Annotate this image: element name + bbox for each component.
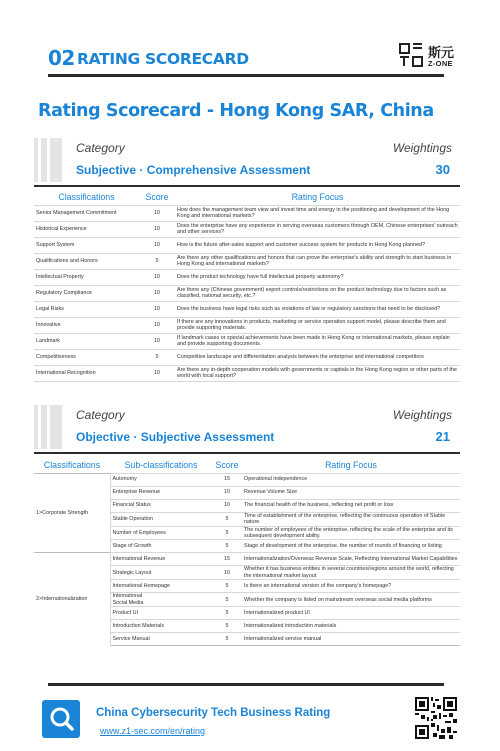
rating-focus-cell: Are there any (Chinese government) export controls/restrictions on the product technology due to factors such as classified, national security, etc.? (175, 285, 460, 301)
table-row (34, 365, 460, 381)
sub-classification-cell: Service Manual (110, 633, 212, 646)
table-row (34, 553, 460, 566)
classification-cell: 2>Internationalization (34, 553, 110, 646)
z-one-logo (398, 42, 462, 72)
rating-focus-cell: Are there any in-depth cooperation models with governments or capitals in the Hong Kong region or other parts of the world with local support? (175, 365, 460, 381)
classification-cell: Historical Experience (34, 221, 139, 237)
column-header: Classifications (58, 192, 115, 202)
rating-focus-cell: Competitive landscape and differentiation analysis between the enterprise and international competitors (175, 349, 460, 365)
sub-classification-cell: Introduction Materials (110, 620, 212, 633)
category-label: Category (76, 141, 125, 155)
sub-classification-cell: International Homepage (110, 580, 212, 593)
search-icon (42, 700, 80, 738)
header-rule (48, 74, 444, 77)
score-cell: 10 (139, 333, 175, 349)
rating-focus-cell: Are there any other qualifications and honors that can prove the enterprise's ability and strength to start business in Hong Kong and international markets? (175, 253, 460, 269)
classification-cell: Legal Risks (34, 301, 139, 317)
rating-focus-cell: How does the management team view and invest time and energy in the positioning and development of the Hong Kong and international markets? (175, 205, 460, 221)
score-cell: 5 (212, 593, 242, 607)
objective-section-header (34, 405, 460, 455)
table-row (34, 205, 460, 221)
score-cell: 10 (212, 499, 242, 512)
score-cell: 10 (139, 221, 175, 237)
table-row (34, 221, 460, 237)
rating-focus-cell: Revenue Volume Size (242, 486, 460, 499)
decorative-bars (34, 405, 64, 449)
subjective-section-header (34, 138, 460, 188)
section-title: RATING SCORECARD (77, 50, 249, 68)
classification-cell: Support System (34, 237, 139, 253)
sub-classification-cell: Product UI (110, 607, 212, 620)
classification-cell: International Recognition (34, 365, 139, 381)
rating-focus-cell: Whether it has business entities in several countries/regions around the world, reflecting the international market layout (242, 566, 460, 580)
logo-english-text: Z-ONE (428, 59, 453, 68)
classification-cell: Innovative (34, 317, 139, 333)
score-cell: 5 (212, 620, 242, 633)
rating-focus-cell: How is the future after-sales support and customer success system for products in Hong Kong planned? (175, 237, 460, 253)
table-header-row (34, 190, 460, 205)
section-name: Subjective · Comprehensive Assessment (76, 163, 311, 177)
classification-cell: Regulatory Compliance (34, 285, 139, 301)
weightings-label: Weightings (392, 141, 452, 155)
classification-cell: 1>Corporate Strength (34, 473, 110, 553)
sub-classification-cell: Number of Employees (110, 526, 212, 540)
score-cell: 5 (212, 540, 242, 553)
table-row (34, 349, 460, 365)
score-cell: 5 (212, 526, 242, 540)
footer-title: China Cybersecurity Tech Business Rating (96, 707, 331, 719)
rating-focus-cell: Is there an international version of the company's homepage? (242, 580, 460, 593)
logo-chinese-text: 斯元 (428, 45, 455, 60)
classification-cell: Intellectual Property (34, 269, 139, 285)
rating-focus-cell: The number of employees of the enterprise, reflecting the scale of the enterprise and its subsequent development ability. (242, 526, 460, 540)
qr-code-icon (415, 697, 457, 739)
classification-cell: Landmark (34, 333, 139, 349)
section-rule (34, 185, 460, 187)
table-row (34, 285, 460, 301)
category-label: Category (76, 408, 125, 422)
table-row (34, 253, 460, 269)
score-cell: 5 (212, 633, 242, 646)
rating-focus-cell: Time of establishment of the enterprise, reflecting the continuous operation of Stable nature (242, 512, 460, 526)
rating-focus-cell: Stage of development of the enterprise, the number of rounds of financing or listing (242, 540, 460, 553)
score-cell: 10 (139, 269, 175, 285)
table-row (34, 269, 460, 285)
section-number: 02 (48, 46, 75, 70)
score-cell: 10 (212, 486, 242, 499)
column-header: Sub-classifications (124, 460, 198, 470)
weightings-label: Weightings (392, 408, 452, 422)
sub-classification-cell: Autonomy (110, 473, 212, 486)
page-title: Rating Scorecard - Hong Kong SAR, China (38, 101, 434, 121)
sub-classification-cell: Enterprise Revenue (110, 486, 212, 499)
sub-classification-cell: International Revenue (110, 553, 212, 566)
rating-focus-cell: Internationalized product UI (242, 607, 460, 620)
score-cell: 10 (139, 301, 175, 317)
sub-classification-cell: Strategic Layout (110, 566, 212, 580)
rating-focus-cell: Does the business have legal risks such as violations of law or regulatory sanctions that need to be disclosed? (175, 301, 460, 317)
score-cell: 15 (212, 473, 242, 486)
score-cell: 5 (212, 580, 242, 593)
sub-classification-cell: International Social Media (110, 593, 212, 607)
rating-focus-cell: Does the product technology have full intellectual property autonomy? (175, 269, 460, 285)
section-name: Objective · Subjective Assessment (76, 430, 275, 444)
rating-focus-cell: Does the enterprise have any experience in serving overseas customers through OEM, Chinese enterprises' outreach and other services? (175, 221, 460, 237)
score-cell: 5 (139, 253, 175, 269)
section-total-weight: 30 (435, 162, 450, 177)
rating-focus-cell: Internationalized service manual (242, 633, 460, 646)
rating-focus-cell: Operational independence (242, 473, 460, 486)
column-header: Score (215, 460, 239, 470)
column-header: Rating Focus (291, 192, 344, 202)
section-rule (34, 452, 460, 454)
rating-focus-cell: If there are any innovations in products, marketing or service operation support model, please describe them and provide supporting materials. (175, 317, 460, 333)
rating-focus-cell: Whether the company is listed on mainstream overseas social media platforms (242, 593, 460, 607)
score-cell: 5 (212, 512, 242, 526)
sub-classification-cell: Stable Operation (110, 512, 212, 526)
rating-focus-cell: Internationalization/Overseas Revenue Scale, Reflecting International Market Capabilities (242, 553, 460, 566)
sub-classification-cell: Financial Status (110, 499, 212, 512)
table-header-row (34, 458, 460, 473)
column-header: Rating Focus (325, 460, 377, 470)
column-header: Classifications (43, 460, 101, 470)
score-cell: 10 (139, 285, 175, 301)
score-cell: 5 (212, 607, 242, 620)
section-total-weight: 21 (435, 429, 450, 444)
score-cell: 10 (139, 237, 175, 253)
column-header: Score (145, 192, 169, 202)
classification-cell: Senior Management Commitment (34, 205, 139, 221)
classification-cell: Competitiveness (34, 349, 139, 365)
table-row (34, 333, 460, 349)
decorative-bars (34, 138, 64, 182)
footer-link[interactable]: www.z1-sec.com/en/rating (100, 726, 206, 736)
score-cell: 10 (139, 317, 175, 333)
objective-table (34, 458, 460, 646)
rating-focus-cell: The financial health of the business, reflecting net profit or loss (242, 499, 460, 512)
page-header (0, 0, 500, 82)
score-cell: 15 (212, 553, 242, 566)
score-cell: 10 (139, 205, 175, 221)
score-cell: 5 (139, 349, 175, 365)
score-cell: 10 (139, 365, 175, 381)
classification-cell: Qualifications and Honors (34, 253, 139, 269)
table-row (34, 301, 460, 317)
table-row (34, 237, 460, 253)
rating-focus-cell: Internationalized introduction materials (242, 620, 460, 633)
score-cell: 10 (212, 566, 242, 580)
table-row (34, 317, 460, 333)
table-row (34, 473, 460, 486)
footer-rule (48, 683, 444, 686)
subjective-table (34, 190, 460, 382)
sub-classification-cell: Stage of Growth (110, 540, 212, 553)
rating-focus-cell: If landmark cases or special achievements have been made in Hong Kong or international markets, please explain and provide supporting documents. (175, 333, 460, 349)
z-one-logo-icon (398, 42, 424, 68)
